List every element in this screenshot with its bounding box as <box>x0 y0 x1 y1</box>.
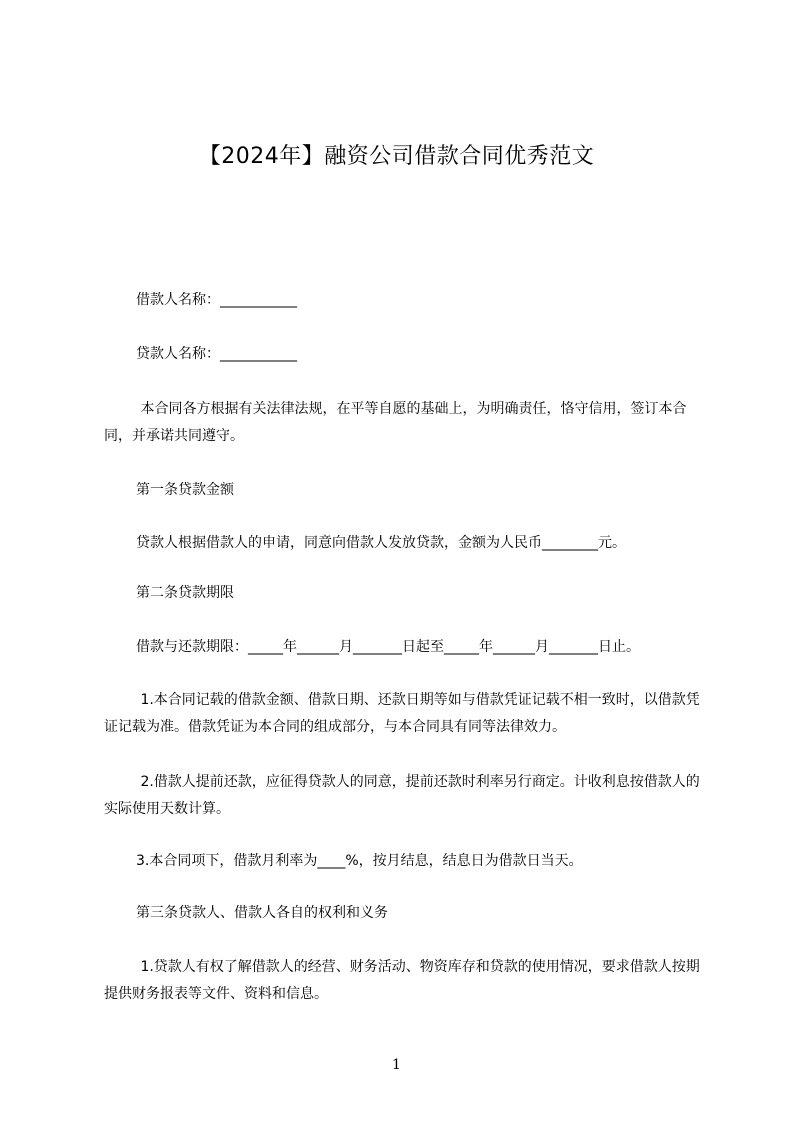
loan-term-paragraph: 借款与还款期限：_____年______月_______日起至_____年______月_______日止。 <box>136 639 640 655</box>
document-title: 【2024年】融资公司借款合同优秀范文 <box>198 144 595 169</box>
lender-name-line: 贷款人名称：___________ <box>136 346 297 362</box>
article-3-heading: 第三条贷款人、借款人各自的权利和义务 <box>136 905 388 921</box>
clause-3-1-paragraph: 1.贷款人有权了解借款人的经营、财务活动、物资库存和贷款的使用情况，要求借款人按期提供财务报表等文件、资料和信息。 <box>104 959 700 1002</box>
article-2-heading: 第二条贷款期限 <box>136 585 234 601</box>
borrower-name-line: 借款人名称：___________ <box>136 292 297 308</box>
page-number: 1 <box>392 1057 401 1073</box>
preamble-paragraph: 本合同各方根据有关法律法规，在平等自愿的基础上，为明确责任，恪守信用，签订本合同，并承诺共同遵守。 <box>104 401 687 444</box>
article-1-heading: 第一条贷款金额 <box>136 482 234 498</box>
loan-amount-paragraph: 贷款人根据借款人的申请，同意向借款人发放贷款，金额为人民币________元。 <box>136 535 626 551</box>
clause-2-3-paragraph: 3.本合同项下，借款月利率为____%，按月结息，结息日为借款日当天。 <box>136 853 583 869</box>
clause-2-1-paragraph: 1.本合同记载的借款金额、借款日期、还款日期等如与借款凭证记载不相一致时，以借款凭证记载为准。借款凭证为本合同的组成部分，与本合同具有同等法律效力。 <box>104 692 700 735</box>
clause-2-2-paragraph: 2.借款人提前还款，应征得贷款人的同意，提前还款时利率另行商定。计收利息按借款人的实际使用天数计算。 <box>104 774 700 817</box>
